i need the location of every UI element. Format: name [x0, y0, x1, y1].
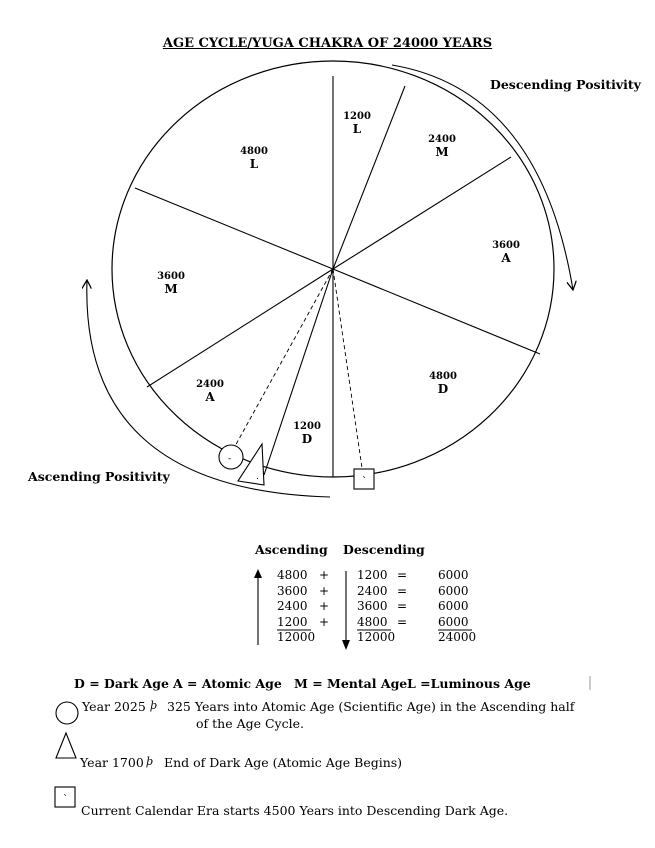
note-circle-text-continued: of the Age Cycle. — [196, 716, 304, 731]
square-marker-glyph: ` — [362, 476, 367, 487]
descending-table-arrowhead — [342, 640, 350, 650]
table-cell: 3600 — [277, 583, 308, 598]
table-operator: + — [319, 583, 330, 598]
divider-lower-right — [333, 269, 540, 354]
note-circle-symbol: þ — [150, 699, 158, 712]
descending-column — [357, 568, 395, 646]
table-operator: = — [397, 568, 408, 582]
table-sum: 12000 — [357, 630, 396, 644]
note-triangle-symbol: þ — [146, 755, 154, 768]
descending-arrow — [392, 65, 573, 290]
note-triangle-year: Year 1700 — [80, 755, 144, 770]
ascending-table-arrowhead — [254, 569, 262, 578]
table-cell: 4800 — [357, 614, 388, 629]
table-sum: 24000 — [438, 630, 477, 644]
descending-header: Descending — [343, 542, 425, 557]
table-operator: = — [397, 614, 408, 629]
legend-square-glyph: ` — [63, 794, 68, 805]
legend-atomic-age: A = Atomic Age — [173, 676, 282, 691]
table-operator: + — [319, 599, 330, 613]
table-cell: 6000 — [438, 583, 469, 598]
segment-dividers — [135, 76, 540, 477]
total-column — [438, 568, 476, 646]
segment-left-bottom-label: 2400 A — [196, 379, 224, 404]
table-cell: 6000 — [438, 599, 469, 613]
legend-mental-age: M = Mental Age — [294, 676, 408, 691]
note-square-text: Current Calendar Era starts 4500 Years into Descending Dark Age. — [81, 803, 509, 818]
segment-top-right-label: 1200 L — [343, 111, 371, 136]
segment-bottom-label: 1200 D — [293, 421, 321, 446]
circle-marker-glyph: - — [228, 454, 232, 464]
table-cell: 3600 — [357, 599, 388, 613]
dashed-line-square — [333, 269, 362, 468]
table-operator: = — [397, 583, 408, 598]
table-operator: + — [319, 614, 330, 629]
segment-right-bottom-label: 4800 D — [429, 371, 457, 395]
divider-upper-right — [333, 157, 511, 269]
table-cell: 1200 — [357, 568, 388, 582]
note-circle-text: 325 Years into Atomic Age (Scientific Age) in the Ascending half — [167, 699, 575, 714]
legend-circle-icon — [56, 702, 78, 724]
table-cell: 6000 — [438, 614, 469, 629]
table-cell: 1200 — [277, 614, 308, 629]
equals-column — [397, 568, 407, 630]
table-cell: 2400 — [357, 583, 388, 598]
note-triangle-text: End of Dark Age (Atomic Age Begins) — [164, 755, 403, 770]
plus-column — [319, 568, 329, 630]
table-operator: = — [397, 599, 408, 613]
note-circle-year: Year 2025 — [82, 699, 146, 714]
table-sum: 12000 — [277, 630, 316, 644]
ascending-header: Ascending — [255, 542, 328, 557]
ascending-positivity-label: Ascending Positivity — [28, 469, 170, 484]
legend-luminous-age: L =Luminous Age — [407, 676, 531, 691]
ascending-column — [277, 568, 315, 646]
legend-triangle-icon — [56, 733, 76, 758]
segment-left-top-label: 4800 L — [240, 146, 268, 171]
triangle-marker-glyph: . — [256, 472, 259, 482]
table-cell: 4800 — [277, 568, 308, 582]
table-cell: 2400 — [277, 599, 308, 613]
descending-positivity-label: Descending Positivity — [490, 77, 641, 92]
segment-right-label: 3600 A — [492, 240, 520, 265]
divider-upper-left — [135, 188, 333, 269]
table-operator: + — [319, 568, 330, 582]
segment-right-top-label: 2400 M — [428, 134, 456, 159]
table-cell: 6000 — [438, 568, 469, 582]
legend-dark-age: D = Dark Age — [74, 676, 169, 691]
page-title: AGE CYCLE/YUGA CHAKRA OF 24000 YEARS — [162, 36, 493, 51]
segment-left-label: 3600 M — [157, 271, 185, 296]
triangle-marker — [238, 444, 264, 485]
